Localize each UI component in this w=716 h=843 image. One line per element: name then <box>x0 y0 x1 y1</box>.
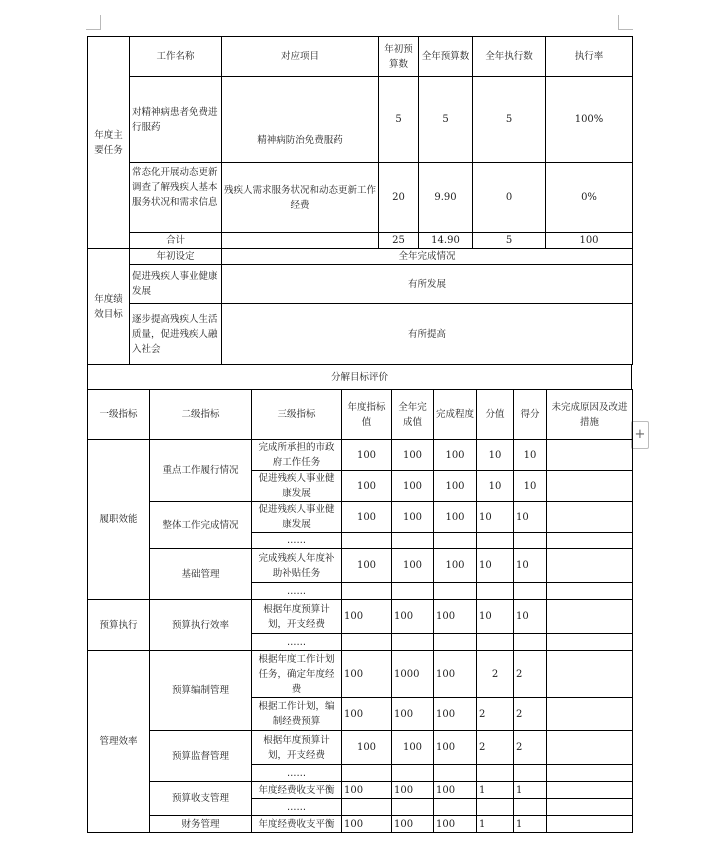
level1-label: 管理效率 <box>88 651 150 833</box>
note-value <box>547 731 633 765</box>
level3-label: 根据年度工作计划任务，确定年度经费 <box>252 651 342 698</box>
score-value: 10 <box>477 471 514 502</box>
degree-value: 100 <box>434 471 477 502</box>
header-got: 得分 <box>514 390 547 440</box>
target-value <box>342 533 392 549</box>
decomposition-title-table <box>87 364 632 390</box>
level1-label: 履职效能 <box>88 440 150 600</box>
note-value <box>547 502 633 533</box>
degree-value <box>434 583 477 600</box>
level3-label: 促进残疾人事业健康发展 <box>252 502 342 533</box>
note-value <box>547 782 633 799</box>
header-level3: 三级指标 <box>252 390 342 440</box>
target-value: 100 <box>342 731 392 765</box>
header-level1: 一级指标 <box>88 390 150 440</box>
level3-label: 根据工作计划，编制经费预算 <box>252 698 342 731</box>
total-initial: 25 <box>379 233 419 249</box>
score-value: 1 <box>477 816 514 833</box>
note-value <box>547 698 633 731</box>
header-initial-budget: 年初预算数 <box>379 37 419 77</box>
level3-label: 完成所承担的市政府工作任务 <box>252 440 342 471</box>
score-value: 10 <box>477 549 514 583</box>
score-value: 1 <box>477 782 514 799</box>
header-note: 未完成原因及改进措施 <box>547 390 633 440</box>
task-project: 精神病防治免费服药 <box>222 77 379 163</box>
crop-mark-top-left <box>86 15 101 30</box>
level2-label: 整体工作完成情况 <box>150 502 252 549</box>
done-value: 100 <box>392 731 434 765</box>
task-initial: 20 <box>379 163 419 233</box>
target-value <box>342 583 392 600</box>
crop-mark-top-right <box>618 15 633 30</box>
score-value <box>477 765 514 782</box>
task-executed: 0 <box>473 163 546 233</box>
got-value: 1 <box>514 816 547 833</box>
level2-label: 预算监督管理 <box>150 731 252 782</box>
degree-value: 100 <box>434 600 477 634</box>
level3-ellipsis: …… <box>252 799 342 816</box>
level2-label: 重点工作履行情况 <box>150 440 252 502</box>
done-value <box>392 799 434 816</box>
note-value <box>547 600 633 634</box>
target-value: 100 <box>342 651 392 698</box>
task-name: 常态化开展动态更新调查了解残疾人基本服务状况和需求信息 <box>130 163 222 233</box>
degree-value: 100 <box>434 698 477 731</box>
level3-ellipsis: …… <box>252 583 342 600</box>
header-execution-rate: 执行率 <box>546 37 633 77</box>
score-value <box>477 583 514 600</box>
degree-value: 100 <box>434 782 477 799</box>
score-value <box>477 533 514 549</box>
got-value: 2 <box>514 698 547 731</box>
header-target: 年度指标值 <box>342 390 392 440</box>
score-value: 10 <box>477 440 514 471</box>
done-value: 100 <box>392 816 434 833</box>
score-value: 2 <box>477 698 514 731</box>
target-value: 100 <box>342 471 392 502</box>
degree-value <box>434 533 477 549</box>
degree-value: 100 <box>434 549 477 583</box>
degree-value <box>434 799 477 816</box>
task-rate: 100% <box>546 77 633 163</box>
note-value <box>547 799 633 816</box>
level3-ellipsis: …… <box>252 634 342 651</box>
task-initial: 5 <box>379 77 419 163</box>
level2-label: 预算编制管理 <box>150 651 252 731</box>
header-level2: 二级指标 <box>150 390 252 440</box>
note-value <box>547 533 633 549</box>
note-value <box>547 765 633 782</box>
header-degree: 完成程度 <box>434 390 477 440</box>
main-tasks-label: 年度主要任务 <box>88 37 130 249</box>
got-value: 10 <box>514 600 547 634</box>
goal-text: 促进残疾人事业健康发展 <box>130 265 222 304</box>
target-value <box>342 799 392 816</box>
level2-label: 财务管理 <box>150 816 252 833</box>
level3-label: 年度经费收支平衡 <box>252 816 342 833</box>
note-value <box>547 549 633 583</box>
score-value: 2 <box>477 731 514 765</box>
note-value <box>547 471 633 502</box>
goal-result: 有所提高 <box>222 304 633 365</box>
done-value: 100 <box>392 549 434 583</box>
level1-label: 预算执行 <box>88 600 150 651</box>
performance-goals-label: 年度绩效目标 <box>88 249 130 365</box>
done-value: 100 <box>392 600 434 634</box>
header-initial-setting: 年初设定 <box>130 249 222 265</box>
task-annual: 5 <box>419 77 473 163</box>
degree-value: 100 <box>434 651 477 698</box>
got-value: 10 <box>514 471 547 502</box>
header-score: 分值 <box>477 390 514 440</box>
note-value <box>547 440 633 471</box>
done-value: 100 <box>392 440 434 471</box>
degree-value: 100 <box>434 816 477 833</box>
note-value <box>547 651 633 698</box>
level2-label: 预算执行效率 <box>150 600 252 651</box>
degree-value <box>434 634 477 651</box>
total-executed: 5 <box>473 233 546 249</box>
done-value: 100 <box>392 698 434 731</box>
target-value: 100 <box>342 782 392 799</box>
done-value: 1000 <box>392 651 434 698</box>
level3-label: 根据年度预算计划，开支经费 <box>252 731 342 765</box>
header-annual-budget: 全年预算数 <box>419 37 473 77</box>
got-value: 2 <box>514 731 547 765</box>
target-value: 100 <box>342 440 392 471</box>
done-value: 100 <box>392 471 434 502</box>
total-project <box>222 233 379 249</box>
score-value: 10 <box>477 600 514 634</box>
main-tasks-table <box>87 36 633 249</box>
degree-value: 100 <box>434 731 477 765</box>
score-value: 2 <box>477 651 514 698</box>
note-value <box>547 583 633 600</box>
level3-label: 促进残疾人事业健康发展 <box>252 471 342 502</box>
target-value: 100 <box>342 816 392 833</box>
note-value <box>547 816 633 833</box>
task-rate: 0% <box>546 163 633 233</box>
total-label: 合计 <box>130 233 222 249</box>
level2-label: 预算收支管理 <box>150 782 252 816</box>
goal-text: 逐步提高残疾人生活质量，促进残疾人融入社会 <box>130 304 222 365</box>
target-value <box>342 765 392 782</box>
target-value: 100 <box>342 502 392 533</box>
done-value <box>392 583 434 600</box>
level3-ellipsis: …… <box>252 765 342 782</box>
score-value <box>477 799 514 816</box>
level3-ellipsis: …… <box>252 533 342 549</box>
goal-result: 有所发展 <box>222 265 633 304</box>
decomposition-title: 分解目标评价 <box>88 365 632 390</box>
got-value: 2 <box>514 651 547 698</box>
header-project: 对应项目 <box>222 37 379 77</box>
target-value <box>342 634 392 651</box>
level3-label: 根据年度预算计划，开支经费 <box>252 600 342 634</box>
add-row-button[interactable]: + <box>631 421 649 449</box>
got-value: 1 <box>514 782 547 799</box>
got-value <box>514 634 547 651</box>
degree-value <box>434 765 477 782</box>
indicator-table <box>87 389 633 833</box>
done-value <box>392 765 434 782</box>
task-project: 残疾人需求服务状况和动态更新工作经费 <box>222 163 379 233</box>
target-value: 100 <box>342 600 392 634</box>
score-value <box>477 634 514 651</box>
got-value: 10 <box>514 549 547 583</box>
got-value <box>514 533 547 549</box>
got-value: 10 <box>514 440 547 471</box>
target-value: 100 <box>342 698 392 731</box>
task-annual: 9.90 <box>419 163 473 233</box>
done-value: 100 <box>392 502 434 533</box>
degree-value: 100 <box>434 502 477 533</box>
degree-value: 100 <box>434 440 477 471</box>
header-annual-executed: 全年执行数 <box>473 37 546 77</box>
done-value <box>392 533 434 549</box>
total-rate: 100 <box>546 233 633 249</box>
task-executed: 5 <box>473 77 546 163</box>
got-value <box>514 799 547 816</box>
level2-label: 基础管理 <box>150 549 252 600</box>
header-task-name: 工作名称 <box>130 37 222 77</box>
task-name: 对精神病患者免费进行服药 <box>130 77 222 163</box>
note-value <box>547 634 633 651</box>
target-value: 100 <box>342 549 392 583</box>
got-value <box>514 583 547 600</box>
done-value: 100 <box>392 782 434 799</box>
got-value <box>514 765 547 782</box>
level3-label: 完成残疾人年度补助补贴任务 <box>252 549 342 583</box>
header-done: 全年完成值 <box>392 390 434 440</box>
got-value: 10 <box>514 502 547 533</box>
header-annual-completion: 全年完成情况 <box>222 249 633 265</box>
total-annual: 14.90 <box>419 233 473 249</box>
level3-label: 年度经费收支平衡 <box>252 782 342 799</box>
performance-goals-table <box>87 248 633 365</box>
score-value: 10 <box>477 502 514 533</box>
done-value <box>392 634 434 651</box>
